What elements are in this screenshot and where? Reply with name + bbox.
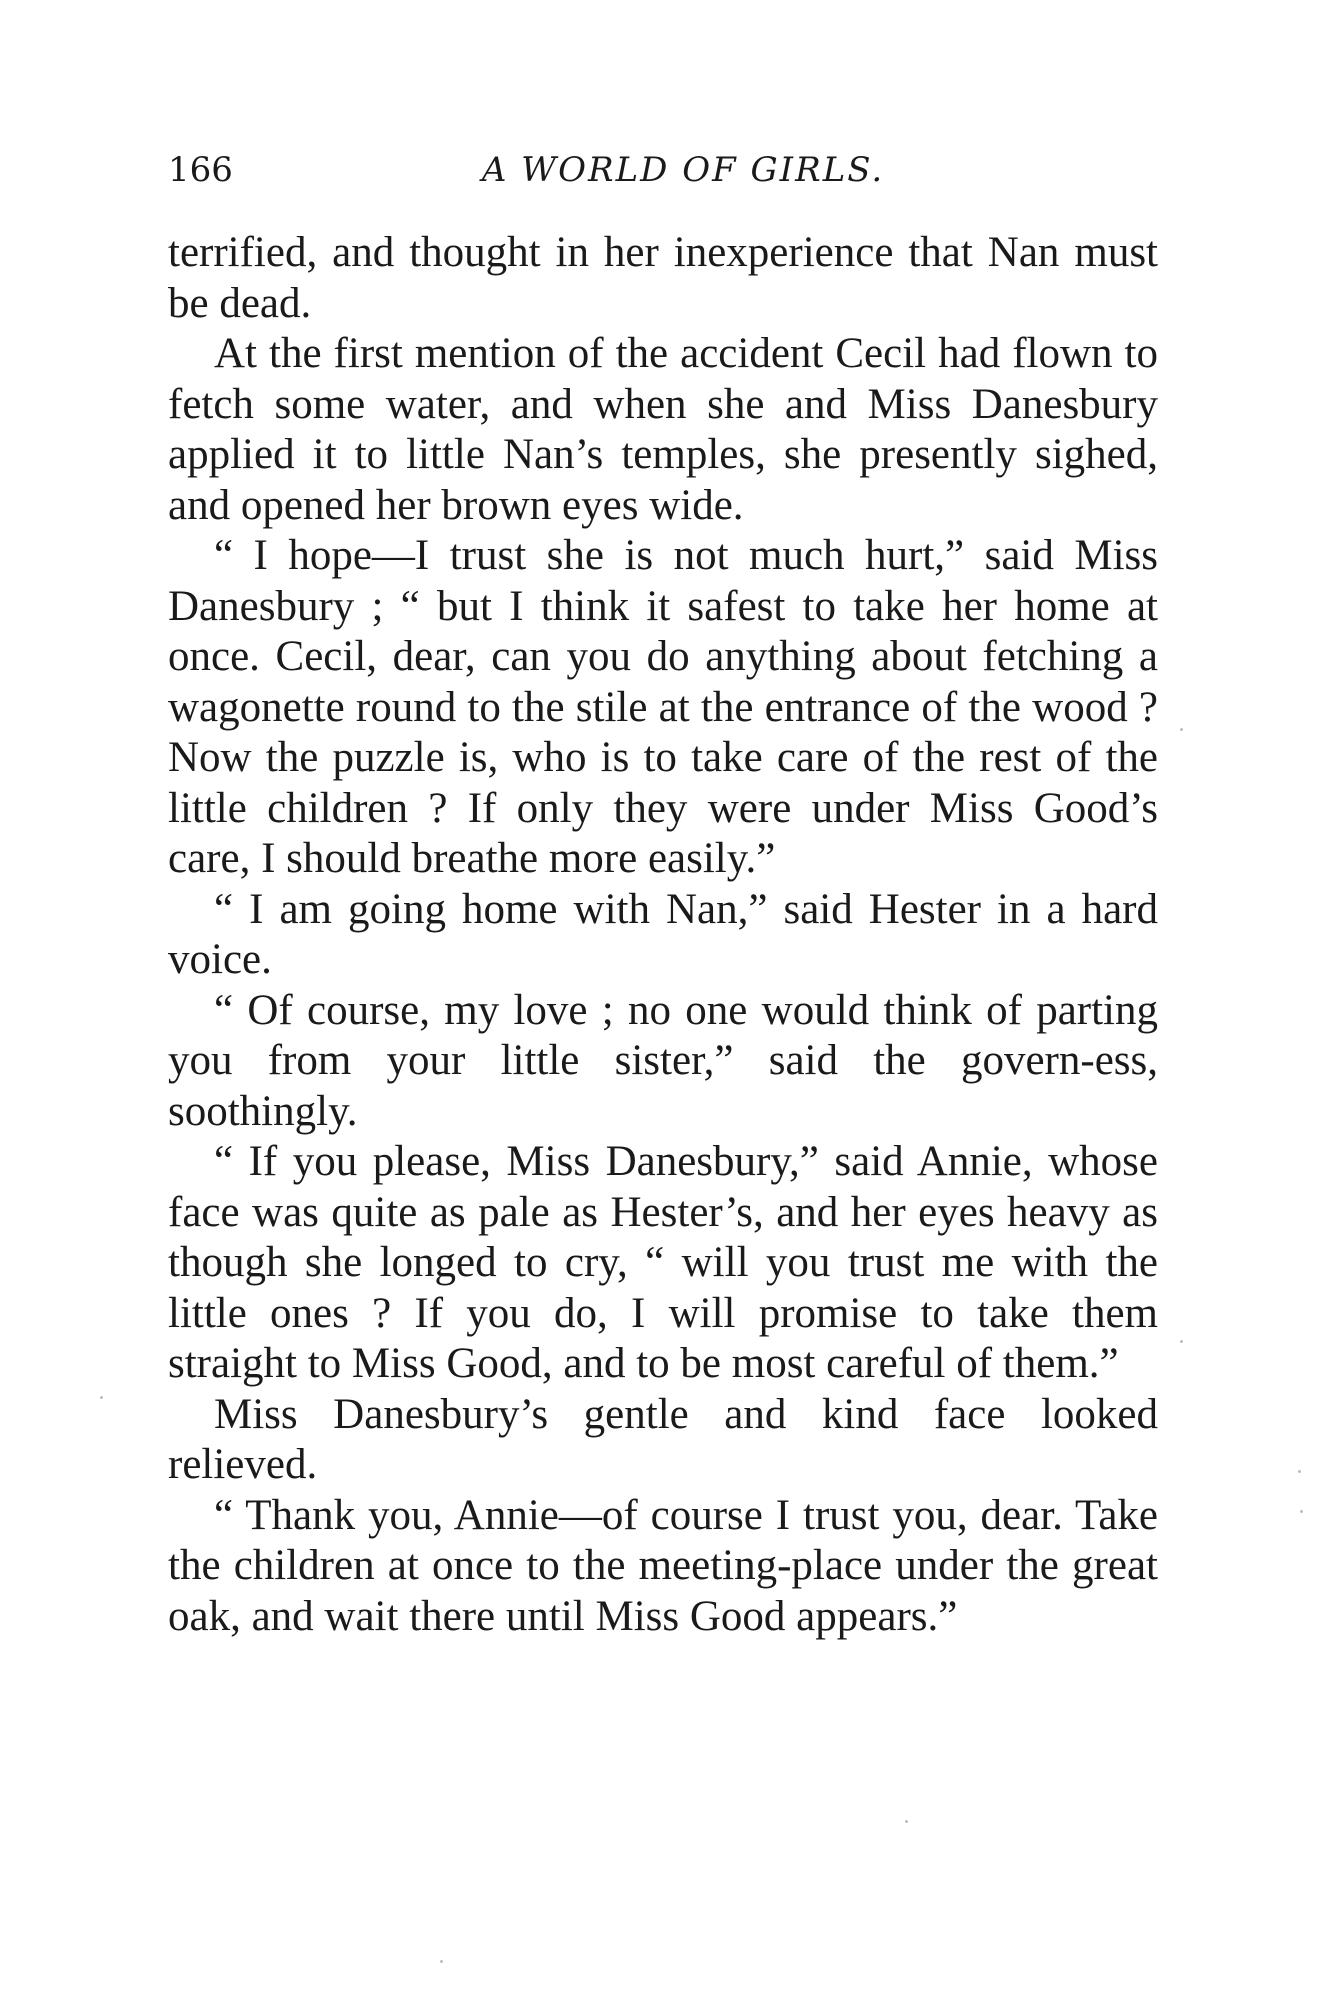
paragraph: terrified, and thought in her inexperience that Nan must be dead.: [168, 229, 1158, 327]
paragraph: Miss Danesbury’s gentle and kind face looked relieved.: [168, 1390, 1158, 1488]
paper-speck: [1300, 1510, 1303, 1513]
book-title: A WORLD OF GIRLS.: [481, 150, 885, 190]
paragraph: “ I hope—I trust she is not much hurt,” said Miss Danesbury ; “ but I think it safest to take her home at once. Cecil, dear, can you do anything about fetching a wagonette round to the stile at the entrance of the wood ? Now the puzzle is, who is to take care of the rest of the little children ? If only they were under Miss Good’s care, I should breathe more easily.”: [168, 532, 1158, 882]
paragraph: “ I am going home with Nan,” said Hester in a hard voice.: [168, 885, 1158, 983]
paragraph: “ Thank you, Annie—of course I trust you, dear. Take the children at once to the meeting-place under the great oak, and wait there until Miss Good appears.”: [168, 1491, 1158, 1640]
paper-speck: [440, 1960, 443, 1963]
paper-speck: [905, 1820, 908, 1823]
page-number: 166: [168, 150, 233, 190]
paragraph: “ If you please, Miss Danesbury,” said Annie, whose face was quite as pale as Hester’s, and her eyes heavy as though she longed to cry, “ will you trust me with the little ones ? If you do, I will promise to take them straight to Miss Good, and to be most careful of them.”: [168, 1138, 1158, 1387]
paragraph: At the first mention of the accident Cecil had flown to fetch some water, and when she and Miss Danesbury applied it to little Nan’s temples, she presently sighed, and opened her brown eyes wide.: [168, 330, 1158, 529]
paper-speck: [100, 1396, 103, 1399]
paragraph: “ Of course, my love ; no one would think of parting you from your little sister,” said the govern-ess, soothingly.: [168, 986, 1158, 1135]
paper-speck: [1180, 728, 1183, 731]
paper-speck: [1298, 1470, 1301, 1473]
running-head: [168, 150, 1158, 200]
paper-speck: [1180, 1340, 1183, 1343]
body-text: [168, 228, 1158, 1642]
